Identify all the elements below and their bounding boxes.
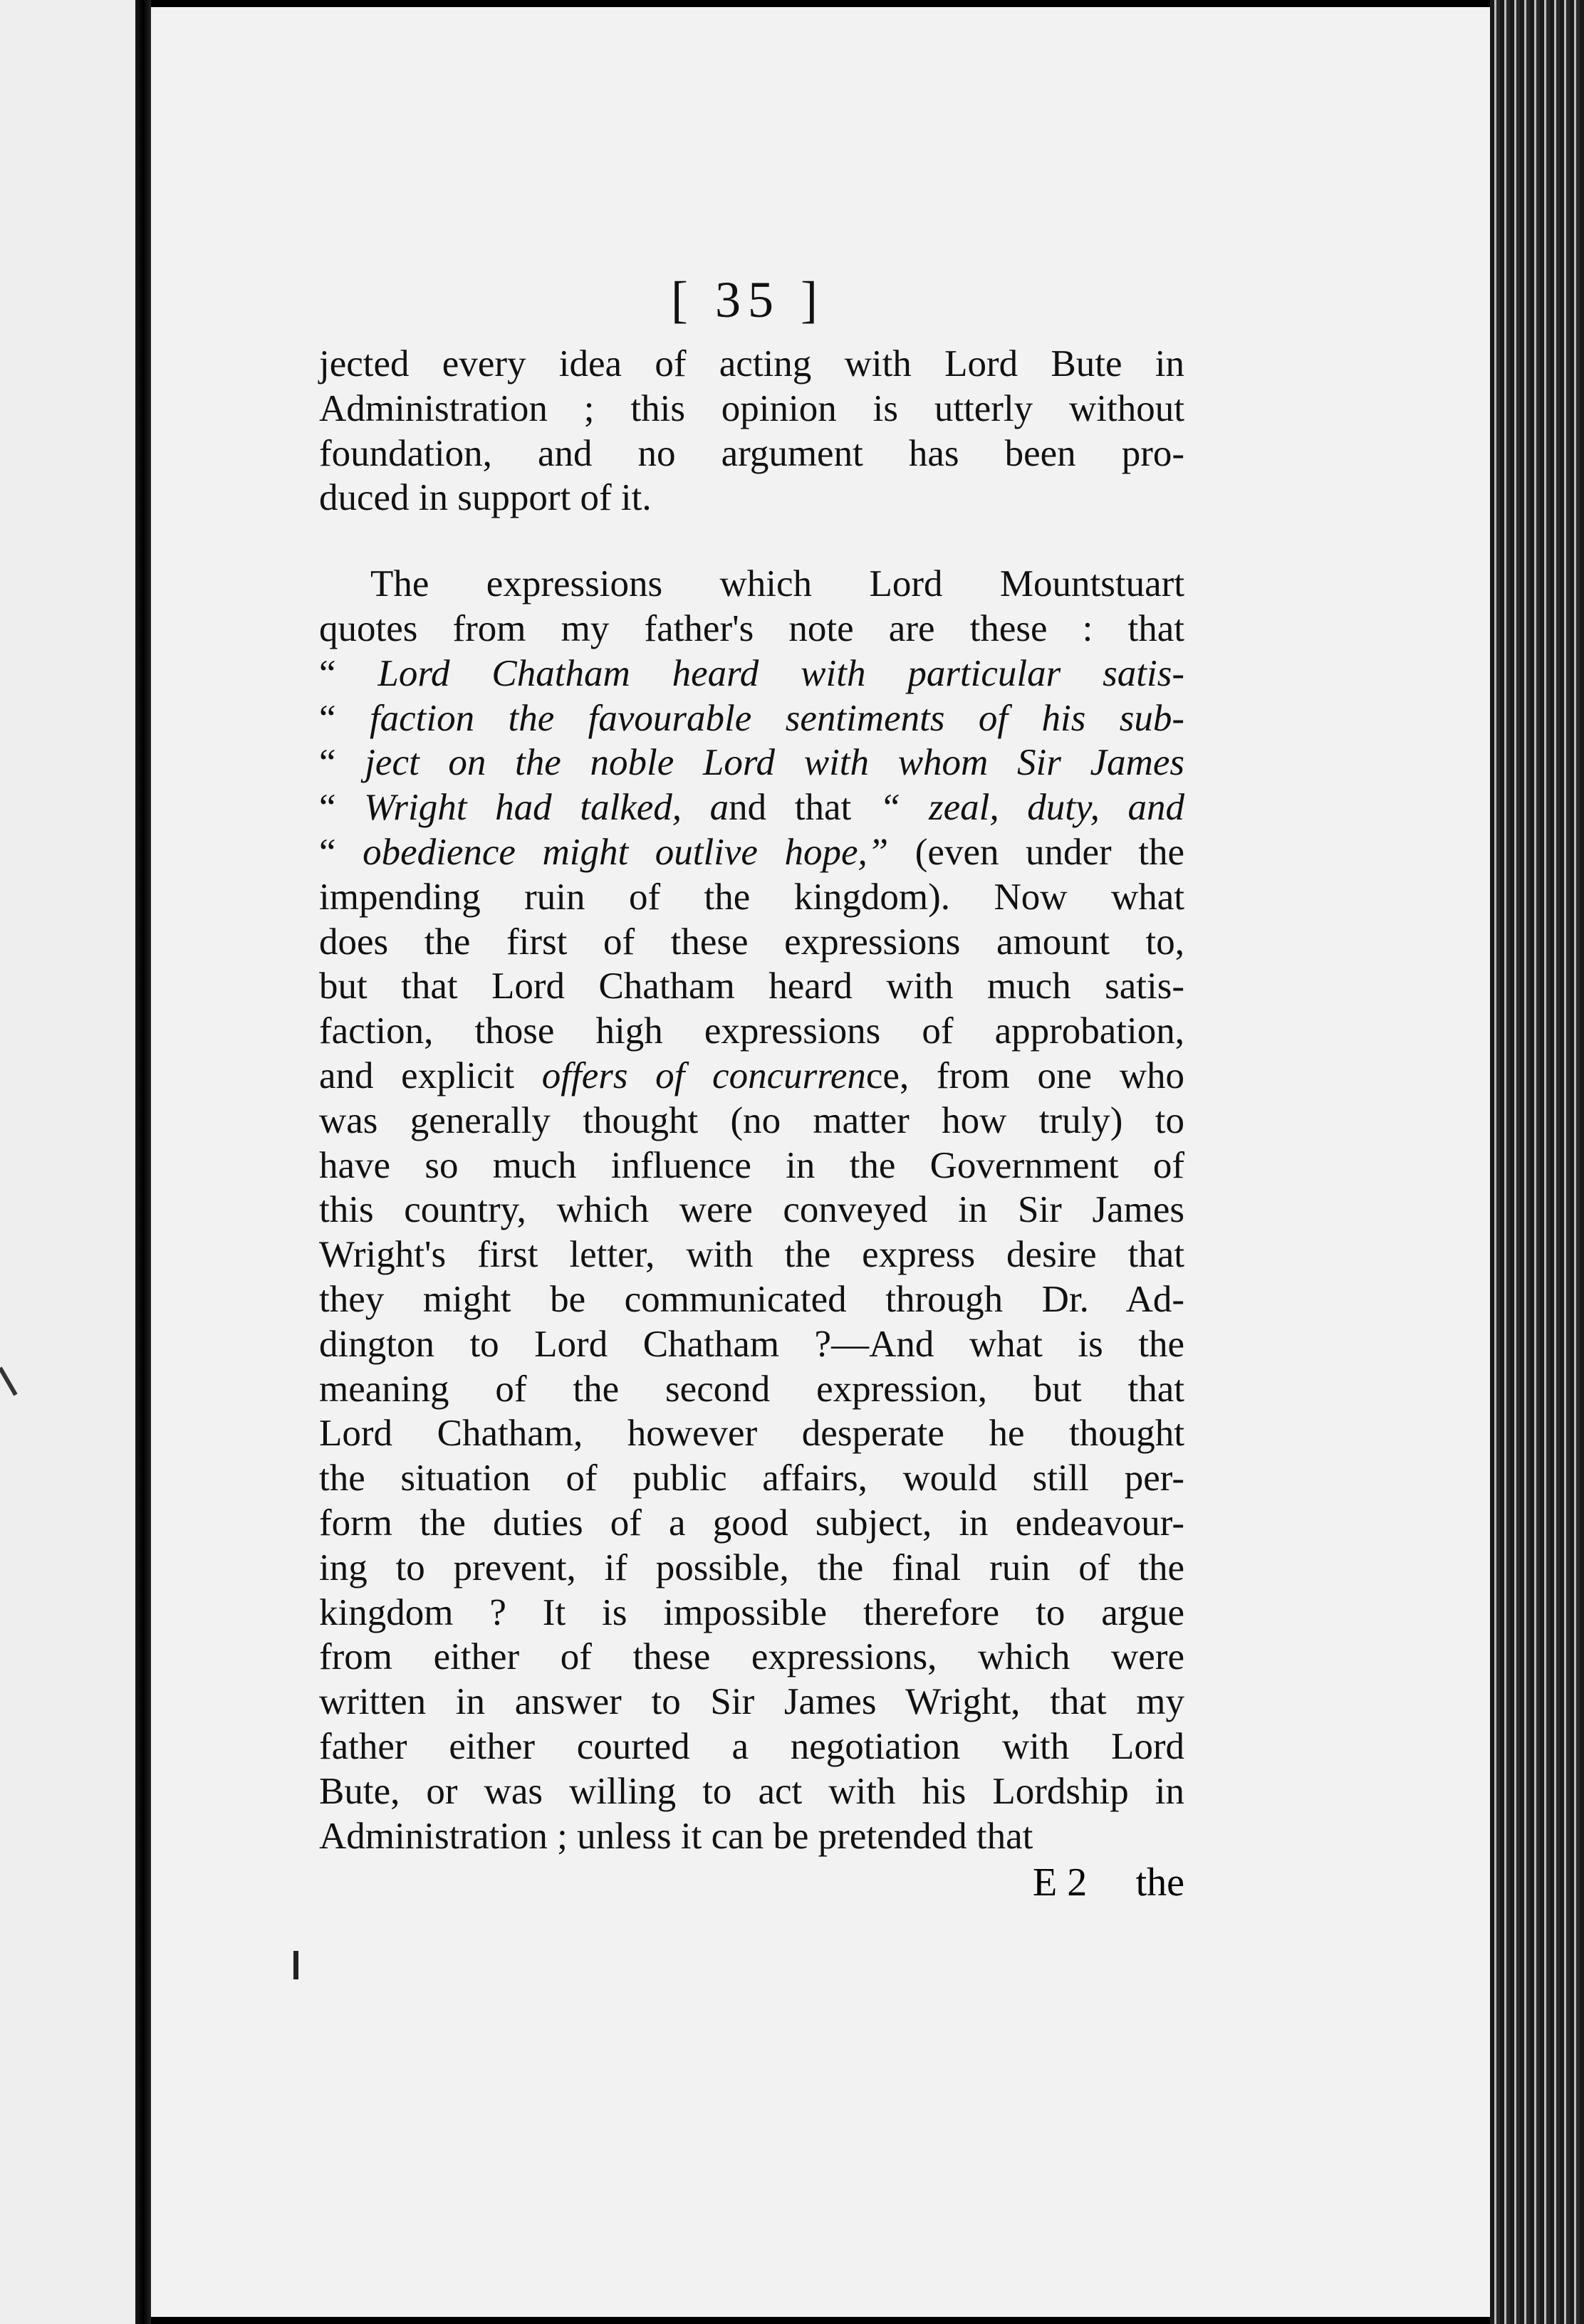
text-line: Administration ; this opinion is utterly without (319, 387, 1184, 429)
text-line: “ Lord Chatham heard with particular satis- (319, 652, 1184, 694)
page-edges (1490, 0, 1584, 2324)
text-line: “ obedience might outlive hope,” (even under the (319, 831, 1184, 873)
paragraph-gap (319, 520, 1184, 562)
text-line: was generally thought (no matter how truly) to (319, 1099, 1184, 1141)
text-line: dington to Lord Chatham ?—And what is the (319, 1323, 1184, 1365)
catchword: the (1135, 1860, 1184, 1905)
facing-page-edge (0, 0, 142, 2324)
text-line: Lord Chatham, however desperate he thought (319, 1413, 1184, 1455)
stray-mark (293, 1951, 298, 1979)
text-line: meaning of the second expression, but that (319, 1368, 1184, 1410)
page-number-header: [ 35 ] (671, 271, 825, 328)
text-line: ing to prevent, if possible, the final ruin of the (319, 1546, 1184, 1588)
text-line: from either of these expressions, which were (319, 1636, 1184, 1678)
text-line: “ faction the favourable sentiments of his sub- (319, 697, 1185, 739)
text-line: father either courted a negotiation with Lord (319, 1725, 1184, 1767)
text-line: form the duties of a good subject, in endeavour- (319, 1502, 1184, 1544)
text-line: Wright's first letter, with the express desire that (319, 1234, 1184, 1276)
text-line: kingdom ? It is impossible therefore to argue (319, 1591, 1184, 1633)
body-text (319, 342, 1184, 1858)
text-line: impending ruin of the kingdom). Now what (319, 876, 1184, 918)
text-line: “ Wright had talked, and that “ zeal, duty, and (319, 787, 1184, 829)
text-line: have so much influence in the Government of (319, 1144, 1184, 1186)
book-gutter (135, 0, 151, 2324)
text-line: and explicit offers of concurrence, from one who (319, 1054, 1184, 1096)
text-line: the situation of public affairs, would still per- (319, 1457, 1184, 1499)
text-line: quotes from my father's note are these : that (319, 607, 1184, 649)
signature-mark: E 2 (1033, 1860, 1088, 1905)
text-line: The expressions which Lord Mountstuart (370, 563, 1184, 605)
text-line: duced in support of it. (319, 477, 652, 519)
text-line: Bute, or was willing to act with his Lordship in (319, 1770, 1184, 1812)
text-line: written in answer to Sir James Wright, that my (319, 1681, 1184, 1723)
text-line: “ ject on the noble Lord with whom Sir James (319, 742, 1184, 784)
text-line: jected every idea of acting with Lord Bute in (319, 343, 1184, 384)
page-footer (319, 1860, 1184, 1905)
text-line: does the first of these expressions amount to, (319, 921, 1184, 963)
text-line: faction, those high expressions of approbation, (319, 1010, 1184, 1052)
text-line: foundation, and no argument has been pro- (319, 432, 1184, 474)
text-line: but that Lord Chatham heard with much satis- (319, 965, 1184, 1007)
text-line: they might be communicated through Dr. Ad- (319, 1278, 1184, 1320)
text-line: Administration ; unless it can be pretended that (319, 1815, 1033, 1857)
text-line: this country, which were conveyed in Sir James (319, 1189, 1184, 1231)
